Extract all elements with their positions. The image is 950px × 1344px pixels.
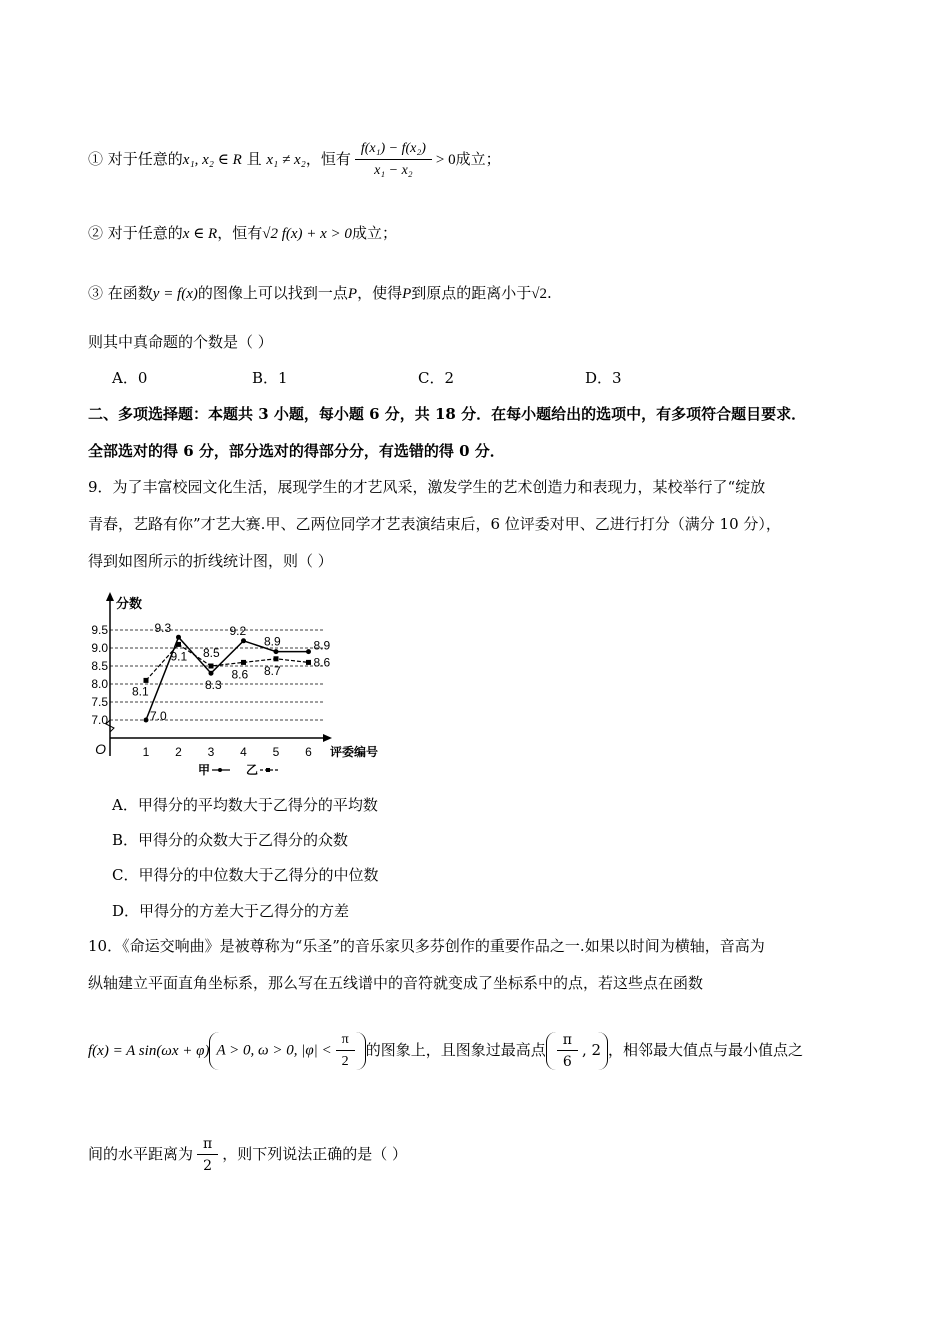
x-tick-label: 1 <box>142 745 150 759</box>
statement-1-cond: x₁ ≠ x₂ <box>266 152 306 168</box>
q10-point-numerator: π <box>557 1032 578 1051</box>
statement-2 <box>88 222 397 243</box>
q10-line-4-suffix: ，则下列说法正确的是（ ） <box>222 1145 407 1163</box>
q8-option-d: D．3 <box>585 369 622 387</box>
q8-option-b: B．1 <box>252 369 288 387</box>
statement-3-func: y = f(x) <box>152 286 198 302</box>
q8-option-a: A．0 <box>112 369 148 387</box>
q10-distance-fraction <box>197 1136 218 1174</box>
q10-point-denominator: 6 <box>562 1054 572 1070</box>
q10-line-1: 10．《命运交响曲》是被尊称为“乐圣”的音乐家贝多芬创作的重要作品之一.如果以时间为横轴，音高为 <box>88 937 765 955</box>
q10-distance-denominator: 2 <box>203 1158 213 1174</box>
statement-3-point-p2: P <box>402 286 412 302</box>
x-tick-label: 3 <box>207 745 215 759</box>
legend-marker <box>266 768 270 772</box>
q9-line-2: 青春，艺路有你”才艺大赛.甲、乙两位同学才艺表演结束后，6 位评委对甲、乙进行打分（满分 10 分）， <box>88 515 781 533</box>
origin-label: O <box>95 741 106 757</box>
x-tick-label: 4 <box>240 745 247 759</box>
data-point <box>144 678 149 683</box>
statement-3 <box>88 282 552 303</box>
x-axis-title: 评委编号 <box>330 745 379 759</box>
data-label: 8.1 <box>132 684 149 699</box>
statement-3-value: √2 <box>531 286 548 302</box>
data-point <box>306 660 311 665</box>
chart-grid <box>110 630 324 720</box>
statement-1-numerator: f(x₁) − f(x₂) <box>355 141 432 160</box>
q10-line-3-mid: 的图象上，且图象过最高点 <box>365 1041 546 1059</box>
x-tick-labels <box>143 745 313 759</box>
statement-1-mid: ，恒有 <box>305 150 351 168</box>
legend-marker <box>218 768 222 772</box>
q9-option-b: B．甲得分的众数大于乙得分的众数 <box>112 831 349 849</box>
statement-1 <box>88 141 501 179</box>
data-label: 8.6 <box>313 655 331 670</box>
q10-condition-fraction <box>336 1032 355 1070</box>
x-axis-arrow-icon <box>323 734 332 742</box>
statement-1-suffix: 成立； <box>455 150 501 168</box>
q9-option-a: A．甲得分的平均数大于乙得分的平均数 <box>112 796 378 814</box>
q9-option-d: D．甲得分的方差大于乙得分的方差 <box>112 902 350 920</box>
statement-3-suffix: . <box>547 284 552 302</box>
statement-1-and: 且 <box>241 150 267 168</box>
y-tick-label: 9.0 <box>91 641 108 655</box>
q9-line-1: 9．为了丰富校园文化生活，展现学生的才艺风采，激发学生的艺术创造力和表现力，某校举行了“绽放 <box>88 478 766 496</box>
chart-axes <box>106 592 332 756</box>
y-tick-label: 7.5 <box>91 695 108 709</box>
y-tick-label: 7.0 <box>91 713 108 727</box>
q10-line-2: 纵轴建立平面直角坐标系，那么写在五线谱中的音符就变成了坐标系中的点，若这些点在函数 <box>88 974 704 992</box>
statement-1-denominator: x₁ − x₂ <box>374 163 413 178</box>
q9-line-3: 得到如图所示的折线统计图，则（ ） <box>88 552 333 570</box>
score-line-chart <box>86 588 396 783</box>
statement-1-fraction <box>355 141 432 179</box>
data-point <box>241 638 246 643</box>
data-point <box>144 718 149 723</box>
data-label: 8.5 <box>203 646 220 660</box>
legend-label: 乙 <box>246 763 259 777</box>
y-axis-title: 分数 <box>116 596 143 611</box>
chart-legend <box>198 763 278 777</box>
q9-option-c: C．甲得分的中位数大于乙得分的中位数 <box>112 866 379 884</box>
statement-3-mid2: ，使得 <box>357 284 403 302</box>
data-point <box>209 671 214 676</box>
data-point <box>241 660 246 665</box>
q8-stem: 则其中真命题的个数是（ ） <box>88 333 273 351</box>
data-label: 8.3 <box>205 678 222 693</box>
data-point <box>306 649 311 654</box>
y-tick-label: 9.5 <box>91 623 108 637</box>
statement-2-prefix: ② 对于任意的 <box>88 224 183 242</box>
data-point <box>176 635 181 640</box>
q10-point-y: , 2 <box>581 1041 602 1059</box>
x-tick-label: 6 <box>305 745 312 759</box>
data-label: 7.0 <box>150 709 167 723</box>
q10-condition <box>209 1032 365 1070</box>
q10-condition-denominator: 2 <box>341 1054 349 1069</box>
y-axis-arrow-icon <box>106 592 114 601</box>
x-tick-label: 2 <box>175 745 182 759</box>
data-point <box>274 656 279 661</box>
statement-1-relation: > 0 <box>435 152 456 168</box>
data-point <box>176 642 181 647</box>
statement-1-vars: x₁, x₂ ∈ R <box>182 152 242 168</box>
statement-2-expr: √2 f(x) + x > 0 <box>262 226 352 242</box>
q10-distance-numerator: π <box>197 1136 218 1155</box>
legend-label: 甲 <box>198 763 211 777</box>
data-point <box>274 649 279 654</box>
data-label: 8.6 <box>231 667 249 682</box>
statement-3-mid1: 的图像上可以找到一点 <box>197 284 348 302</box>
y-tick-label: 8.5 <box>91 659 108 673</box>
data-label: 9.2 <box>229 623 247 638</box>
q10-line-3 <box>88 1032 803 1070</box>
statement-2-suffix: 成立； <box>351 224 397 242</box>
statement-3-mid3: 到原点的距离小于 <box>411 284 532 302</box>
data-label: 9.3 <box>154 621 172 636</box>
statement-3-prefix: ③ 在函数 <box>88 284 153 302</box>
y-tick-label: 8.0 <box>91 677 108 691</box>
q10-line-3-suffix: ，相邻最大值点与最小值点之 <box>608 1041 804 1059</box>
q10-max-point <box>546 1032 608 1070</box>
statement-2-var: x ∈ R <box>182 226 218 242</box>
data-label: 8.9 <box>264 634 281 649</box>
q10-condition-numerator: π <box>336 1032 355 1051</box>
data-label: 8.7 <box>264 663 281 678</box>
q10-line-4-prefix: 间的水平距离为 <box>88 1145 194 1163</box>
y-tick-labels <box>91 623 108 727</box>
q10-line-4 <box>88 1136 407 1174</box>
q10-condition-text: A > 0, ω > 0, |φ| < <box>216 1042 332 1059</box>
chart-series <box>132 621 331 723</box>
q10-function: f(x) = A sin(ωx + φ) <box>88 1043 210 1059</box>
q8-option-c: C．2 <box>418 369 455 387</box>
x-tick-label: 5 <box>272 745 280 759</box>
q10-point-fraction <box>557 1032 578 1070</box>
data-point <box>209 664 214 669</box>
statement-2-mid: ，恒有 <box>217 224 263 242</box>
section2-header-line1: 二、多项选择题：本题共 3 小题，每小题 6 分，共 18 分．在每小题给出的选项中，有多项符合题目要求． <box>88 405 807 423</box>
statement-1-prefix: ① 对于任意的 <box>88 150 183 168</box>
data-label: 8.9 <box>313 638 331 653</box>
data-label: 9.1 <box>170 649 188 664</box>
statement-3-point-p: P <box>347 286 358 302</box>
section2-header-line2: 全部选对的得 6 分，部分选对的得部分分，有选错的得 0 分． <box>88 442 505 460</box>
